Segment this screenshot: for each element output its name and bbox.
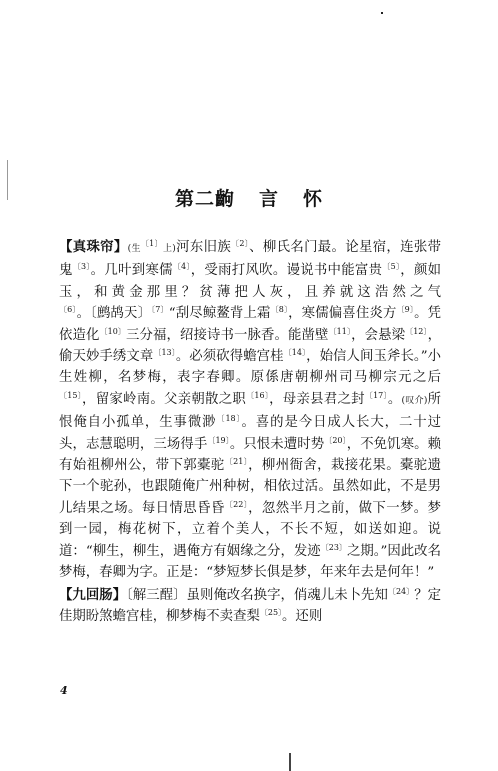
note-marker: 〔3〕: [72, 262, 91, 272]
note-marker: 〔24〕: [387, 586, 415, 596]
tune-name: 【真珠帘】: [59, 239, 128, 255]
note-marker: 〔4〕: [172, 262, 191, 272]
note-marker: 〔20〕: [324, 435, 347, 445]
note-marker: 〔11〕: [328, 326, 352, 336]
note-marker: 〔10〕: [99, 326, 127, 336]
note-marker: 〔9〕: [396, 305, 415, 315]
note-marker: 〔12〕: [405, 326, 428, 336]
note-marker: 〔21〕: [224, 457, 249, 467]
text-run: ，始信人间玉斧长。”小生姓柳，名梦梅，表字春卿。原係唐朝柳州司马柳宗元之后: [59, 349, 442, 386]
stage-direction: (叹介): [401, 395, 428, 406]
note-marker: 〔5〕: [382, 262, 401, 272]
scan-mark: [381, 12, 383, 14]
text-run: 。还则: [282, 608, 323, 624]
note-marker: 〔7〕: [151, 305, 169, 315]
note-marker: 〔14〕: [283, 348, 307, 358]
note-marker: 〔17〕: [364, 390, 388, 400]
note-marker: 〔25〕: [259, 607, 283, 617]
note-marker: 〔23〕: [320, 542, 347, 552]
stage-direction: 上): [162, 244, 176, 254]
text-run: 所恨俺自小孤单，生事微渺: [59, 391, 442, 431]
text-run: 。〔鹧鸪天〕: [76, 306, 152, 322]
text-run: 。只恨未遭时势: [229, 436, 325, 452]
note-marker: 〔19〕: [207, 435, 230, 445]
text-run: “刮尽鲸鳌背上霜: [168, 306, 271, 322]
text-run: ，柳州衙舍，栽接花果。橐驼遗下一个驼孙，也跟随俺广州种树，相依过活。虽然如此，不是男儿结果之场。每日情思昏昏: [59, 458, 442, 516]
text-run: 。喜的是今日成人长大，二十过头，志慧聪明，三场得手: [59, 415, 442, 452]
text-run: ，母亲县君之封: [269, 391, 365, 407]
text-run: 。几叶到寒儒: [90, 263, 173, 279]
text-run: ，留家岭南。父亲朝散之职: [82, 391, 247, 407]
title-part: 怀: [303, 188, 324, 210]
text-run: 三分福，绍接诗书一脉香。能凿壁: [126, 327, 329, 343]
note-marker: 〔13〕: [153, 348, 176, 358]
title-part: 第二齣: [174, 188, 235, 210]
text-run: ，颜如玉，和黄金那里？贫薄把人灰，且养就这浩然之气: [59, 263, 442, 300]
page-title: [0, 184, 498, 211]
text-run: 〔解三酲〕虽则俺改名换字，俏魂儿未卜先知: [126, 587, 388, 603]
note-marker: 〔2〕: [231, 239, 250, 248]
text-run: 。: [387, 391, 402, 407]
tune-name: 【九回肠】: [59, 586, 127, 603]
stage-direction: (生: [127, 244, 141, 254]
note-marker: 〔6〕: [59, 305, 77, 315]
body-text: [59, 237, 441, 627]
note-marker: 〔1〕: [140, 239, 163, 248]
text-run: 、柳氏名门最。论星宿，连张带鬼: [59, 240, 442, 279]
text-run: 。必须砍得蟾宫桂: [175, 349, 284, 365]
text-run: ，受雨打风吹。谩说书中能富贵: [190, 263, 383, 279]
note-marker: 〔8〕: [270, 305, 289, 315]
text-run: 之期。”因此改名梦梅，春卿为字。正是：“梦短梦长俱是梦，年来年去是何年！”: [59, 543, 441, 581]
text-run: ，会悬梁: [351, 327, 406, 343]
text-run: 河东旧族: [175, 240, 232, 255]
paragraph: [59, 237, 441, 584]
note-marker: 〔15〕: [59, 390, 83, 400]
text-run: ，寒儒偏喜住炎方: [288, 306, 397, 322]
text-run: ，不免饥寒。赖有始祖柳州公，带下郭橐驼: [59, 436, 442, 474]
scan-mark: [289, 753, 291, 771]
paragraph: [59, 585, 441, 628]
text-run: ？定佳期盼煞蟾宫桂，柳梦梅不卖查梨: [59, 587, 442, 624]
text-run: 。凭依造化: [59, 306, 441, 343]
text-run: ，偷天妙手绣文章: [59, 327, 441, 365]
note-marker: 〔16〕: [246, 390, 270, 400]
note-marker: 〔18〕: [216, 414, 242, 424]
page-number: 4: [60, 684, 68, 697]
note-marker: 〔22〕: [224, 499, 249, 509]
text-run: ，忽然半月之前，做下一梦。梦到一园，梅花树下，立着个美人，不长不短，如送如迎。说道：“柳生，柳生，遇俺方有姻缘之分，发迹: [59, 500, 442, 559]
title-part: 言: [258, 188, 279, 210]
